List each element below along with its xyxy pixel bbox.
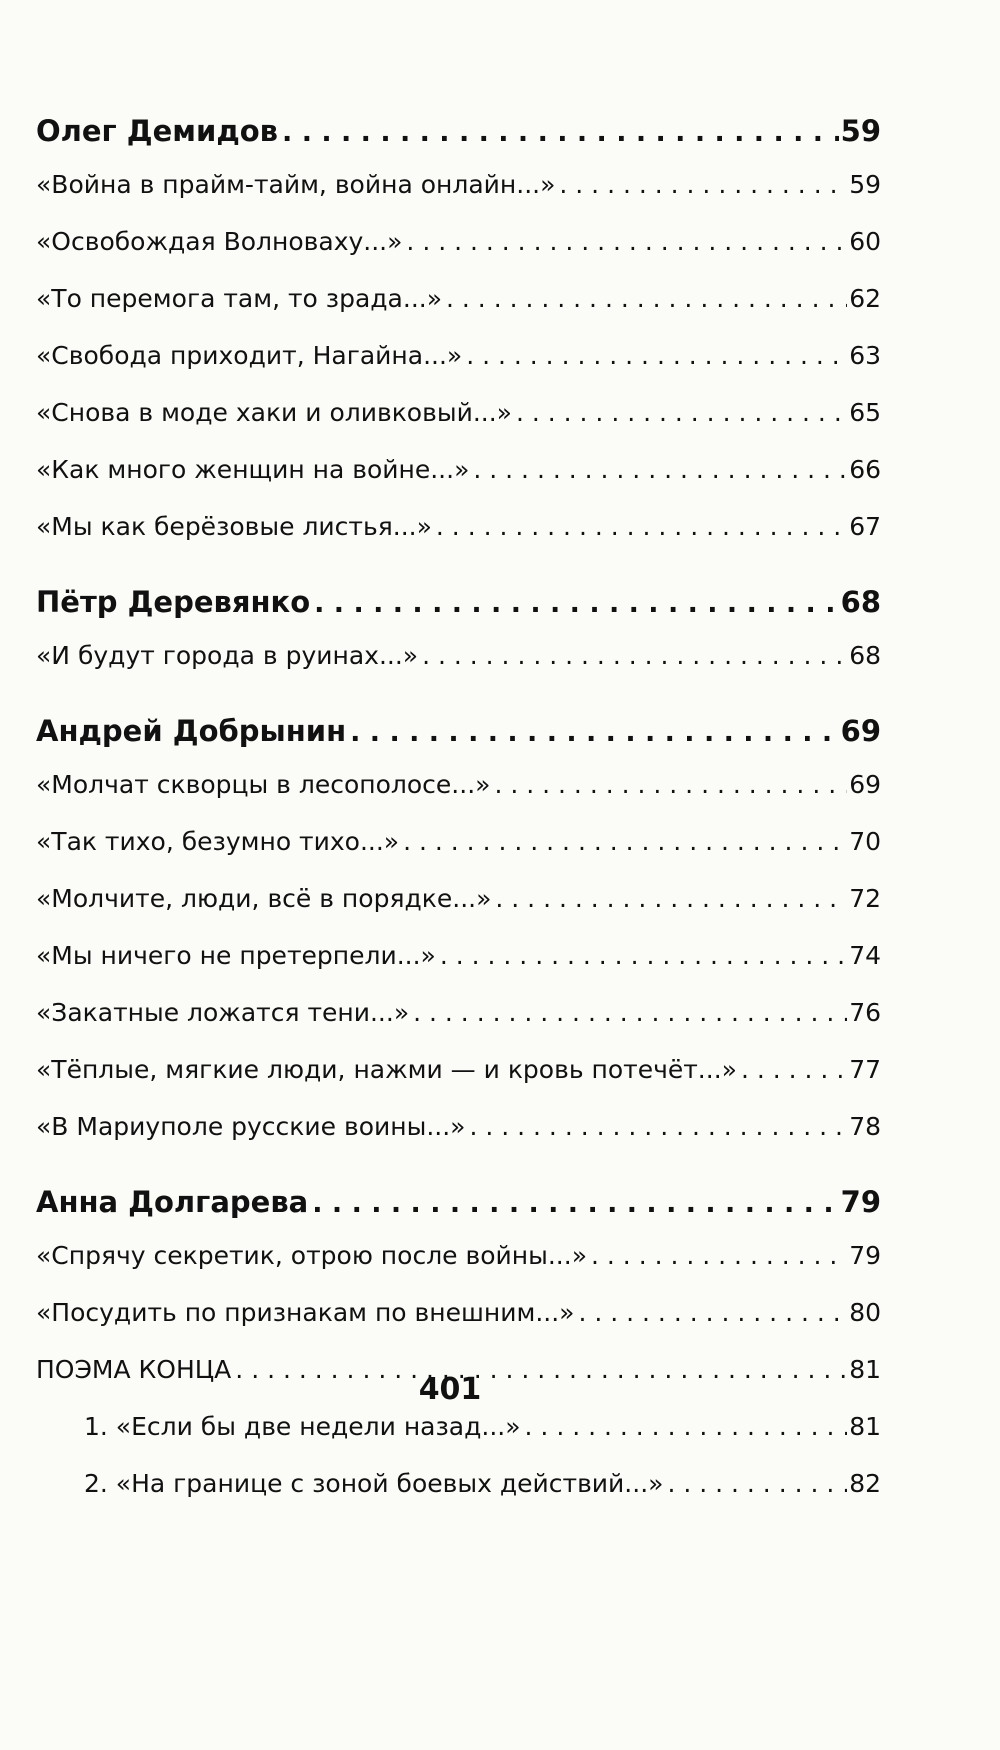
entry-title: «Тёплые, мягкие люди, нажми — и кровь потечёт...» — [36, 1055, 737, 1084]
table-of-contents — [36, 106, 881, 1512]
author-page-number: 59 — [840, 114, 881, 148]
entry-title: «Спрячу секретик, отрою после войны...» — [36, 1241, 588, 1270]
dot-leader — [741, 1041, 847, 1098]
author-page-number: 68 — [840, 585, 881, 619]
entry-page-number: 60 — [849, 227, 881, 256]
dot-leader — [350, 708, 839, 756]
dot-leader — [312, 1179, 838, 1227]
entry-page-number: 81 — [849, 1412, 881, 1441]
toc-entry — [36, 1284, 881, 1341]
toc-author-row — [36, 706, 881, 756]
dot-leader — [314, 579, 839, 627]
author-page-number: 69 — [840, 714, 881, 748]
dot-leader — [494, 756, 847, 813]
toc-entry — [36, 156, 881, 213]
entry-page-number: 59 — [849, 170, 881, 199]
entry-title: 1. «Если бы две недели назад...» — [84, 1412, 521, 1441]
entry-title: «И будут города в руинах...» — [36, 641, 419, 670]
author-page-number: 79 — [840, 1185, 881, 1219]
dot-leader — [578, 1284, 847, 1341]
toc-entry — [36, 984, 881, 1041]
entry-page-number: 82 — [849, 1469, 881, 1498]
toc-entry — [36, 927, 881, 984]
toc-entry — [36, 498, 881, 555]
entry-title: «Молчите, люди, всё в порядке...» — [36, 884, 492, 913]
page-number: 401 — [418, 1372, 482, 1407]
entry-title: «Освобождая Волноваху...» — [36, 227, 403, 256]
section-spacer — [36, 555, 881, 577]
dot-leader — [436, 498, 847, 555]
toc-entry — [36, 327, 881, 384]
toc-entry — [36, 1098, 881, 1155]
dot-leader — [422, 627, 847, 684]
entry-title: «Так тихо, безумно тихо...» — [36, 827, 400, 856]
toc-entry — [36, 1041, 881, 1098]
entry-page-number: 65 — [849, 398, 881, 427]
entry-title: «То перемога там, то зрада...» — [36, 284, 443, 313]
toc-entry — [36, 813, 881, 870]
dot-leader — [667, 1455, 847, 1512]
dot-leader — [406, 213, 847, 270]
entry-title: «Мы ничего не претерпели...» — [36, 941, 436, 970]
toc-author-row — [36, 577, 881, 627]
section-spacer — [36, 684, 881, 706]
toc-entry — [36, 1227, 881, 1284]
entry-page-number: 62 — [849, 284, 881, 313]
entry-title: «Молчат скворцы в лесополосе...» — [36, 770, 491, 799]
toc-author-row — [36, 1177, 881, 1227]
entry-page-number: 67 — [849, 512, 881, 541]
toc-entry — [36, 384, 881, 441]
entry-title: «Снова в моде хаки и оливковый...» — [36, 398, 512, 427]
dot-leader — [495, 870, 847, 927]
toc-entry — [36, 213, 881, 270]
entry-title: «В Мариуполе русские воины...» — [36, 1112, 466, 1141]
dot-leader — [403, 813, 847, 870]
toc-entry — [36, 627, 881, 684]
dot-leader — [440, 927, 847, 984]
toc-subentry — [36, 1455, 881, 1512]
author-name: Пётр Деревянко — [36, 585, 311, 619]
dot-leader — [473, 441, 847, 498]
entry-page-number: 78 — [849, 1112, 881, 1141]
toc-entry — [36, 270, 881, 327]
dot-leader — [466, 327, 847, 384]
entry-title: ПОЭМА КОНЦА — [36, 1355, 232, 1384]
section-spacer — [36, 1155, 881, 1177]
entry-page-number: 69 — [849, 770, 881, 799]
dot-leader — [446, 270, 847, 327]
entry-title: «Как много женщин на войне...» — [36, 455, 470, 484]
dot-leader — [516, 384, 847, 441]
entry-page-number: 76 — [849, 998, 881, 1027]
entry-page-number: 80 — [849, 1298, 881, 1327]
entry-title: «Мы как берёзовые листья...» — [36, 512, 432, 541]
entry-title: 2. «На границе с зоной боевых действий...» — [84, 1469, 664, 1498]
entry-title: «Война в прайм-тайм, война онлайн...» — [36, 170, 556, 199]
toc-author-row — [36, 106, 881, 156]
entry-page-number: 66 — [849, 455, 881, 484]
entry-title: «Закатные ложатся тени...» — [36, 998, 410, 1027]
toc-entry — [36, 756, 881, 813]
author-name: Анна Долгарева — [36, 1185, 309, 1219]
entry-page-number: 68 — [849, 641, 881, 670]
dot-leader — [559, 156, 847, 213]
entry-page-number: 81 — [849, 1355, 881, 1384]
entry-page-number: 74 — [849, 941, 881, 970]
entry-title: «Посудить по признакам по внешним...» — [36, 1298, 575, 1327]
entry-title: «Свобода приходит, Нагайна...» — [36, 341, 463, 370]
author-name: Олег Демидов — [36, 114, 279, 148]
toc-entry — [36, 441, 881, 498]
dot-leader — [413, 984, 847, 1041]
dot-leader — [282, 108, 839, 156]
entry-page-number: 77 — [849, 1055, 881, 1084]
toc-entry — [36, 870, 881, 927]
dot-leader — [591, 1227, 847, 1284]
dot-leader — [469, 1098, 847, 1155]
author-name: Андрей Добрынин — [36, 714, 347, 748]
entry-page-number: 70 — [849, 827, 881, 856]
entry-page-number: 72 — [849, 884, 881, 913]
entry-page-number: 63 — [849, 341, 881, 370]
entry-page-number: 79 — [849, 1241, 881, 1270]
